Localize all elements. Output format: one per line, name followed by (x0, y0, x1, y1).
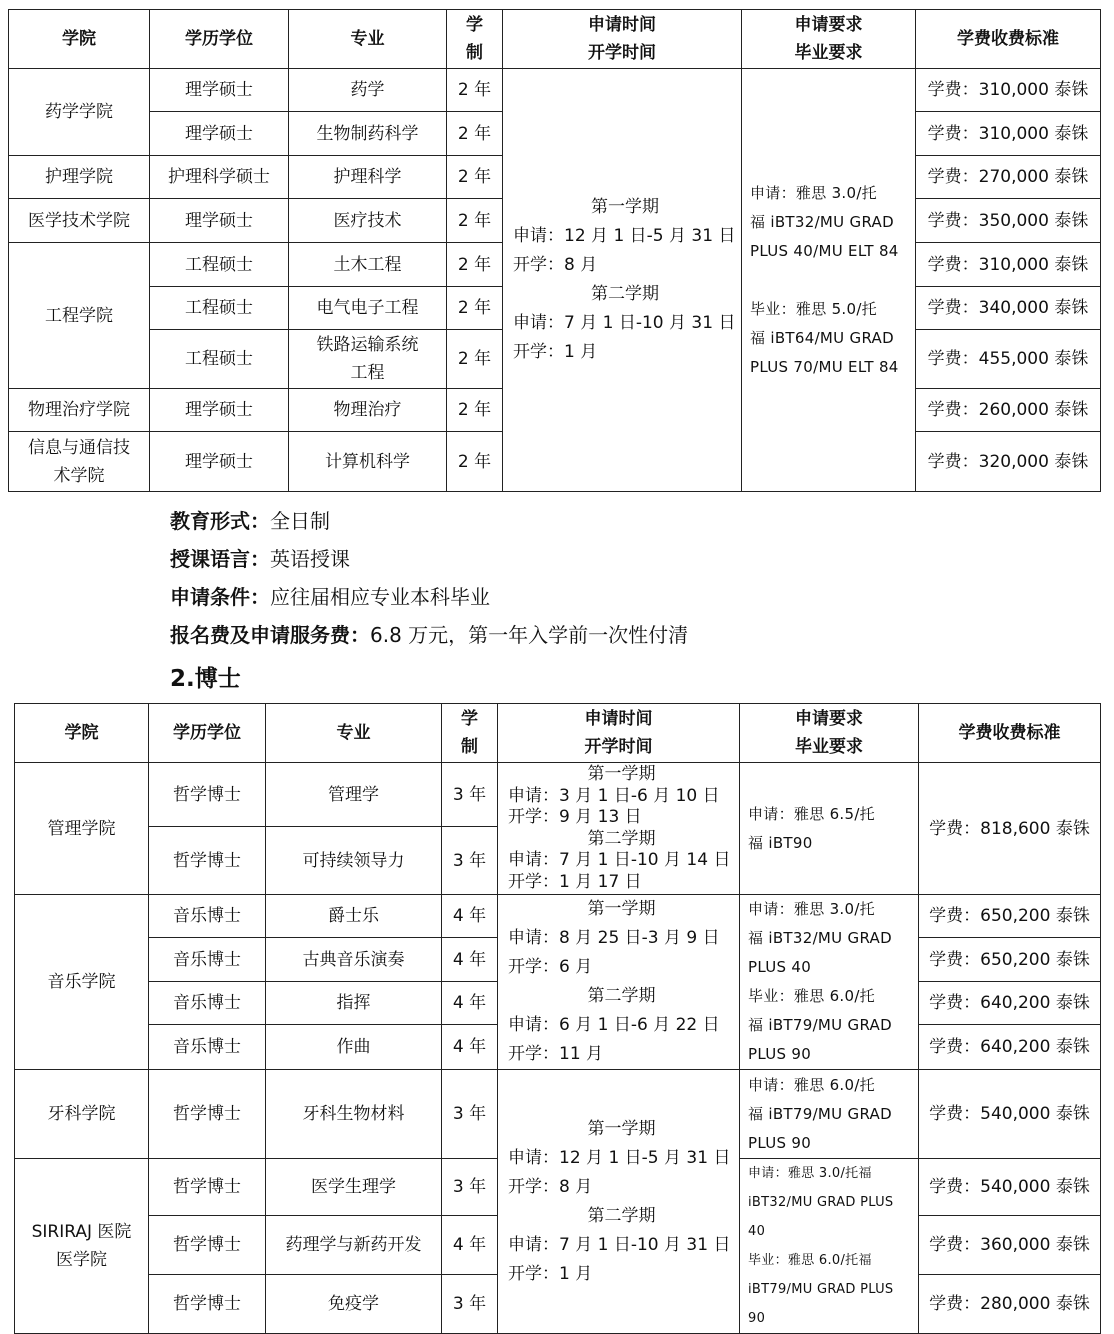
requirements-cell: 申请：雅思 3.0/托 福 iBT32/MU GRAD PLUS 40 毕业：雅思 6.0/托 福 iBT79/MU GRAD PLUS 90 (740, 895, 919, 1070)
college-cell: 音乐学院 (15, 895, 149, 1070)
major-cell: 医疗技术 (289, 199, 447, 243)
degree-cell: 音乐博士 (149, 938, 266, 982)
fee-cell: 学费：650,200 泰铢 (919, 938, 1101, 982)
college-cell: 管理学院 (15, 763, 149, 895)
requirements-cell: 申请：雅思 3.0/托 福 iBT32/MU GRAD PLUS 40/MU ELT 84 毕业：雅思 5.0/托 福 iBT64/MU GRAD PLUS 70/MU ELT 84 (742, 69, 916, 492)
header-time: 申请时间 开学时间 (498, 704, 740, 763)
education-form-line: 教育形式：全日制 (170, 509, 330, 533)
header-college: 学院 (15, 704, 149, 763)
college-cell: 护理学院 (9, 156, 150, 199)
major-cell: 护理科学 (289, 156, 447, 199)
major-cell: 古典音乐演奏 (266, 938, 442, 982)
years-cell: 4 年 (442, 895, 498, 938)
header-degree: 学历学位 (149, 704, 266, 763)
table-row (15, 1070, 1101, 1159)
college-cell: 药学学院 (9, 69, 150, 156)
phd-header-row (15, 704, 1101, 763)
major-cell: 药学 (289, 69, 447, 112)
years-cell: 2 年 (447, 156, 503, 199)
fee-cell: 学费：360,000 泰铢 (919, 1216, 1101, 1275)
college-cell: 信息与通信技 术学院 (9, 432, 150, 492)
fee-cell: 学费：640,200 泰铢 (919, 1025, 1101, 1070)
header-fee: 学费收费标准 (916, 10, 1101, 69)
application-condition-line: 申请条件：应往届相应专业本科毕业 (170, 585, 490, 609)
major-cell: 物理治疗 (289, 389, 447, 432)
schedule-cell: 第一学期 申请：3 月 1 日-6 月 10 日 开学：9 月 13 日 第二学期 申请：7 月 1 日-10 月 14 日 开学：1 月 17 日 (498, 763, 740, 895)
requirements-cell: 申请：雅思 6.0/托 福 iBT79/MU GRAD PLUS 90 (740, 1070, 919, 1159)
degree-cell: 护理科学硕士 (150, 156, 289, 199)
application-fee-line: 报名费及申请服务费：6.8 万元，第一年入学前一次性付清 (170, 623, 689, 647)
fee-cell: 学费：310,000 泰铢 (916, 69, 1101, 112)
fee-cell: 学费：455,000 泰铢 (916, 330, 1101, 389)
header-years: 学 制 (442, 704, 498, 763)
college-cell: 物理治疗学院 (9, 389, 150, 432)
degree-cell: 理学硕士 (150, 69, 289, 112)
major-cell: 药理学与新药开发 (266, 1216, 442, 1275)
header-major: 专业 (266, 704, 442, 763)
degree-cell: 音乐博士 (149, 982, 266, 1025)
fee-cell: 学费：260,000 泰铢 (916, 389, 1101, 432)
header-requirements: 申请要求 毕业要求 (742, 10, 916, 69)
teaching-language-line: 授课语言：英语授课 (170, 547, 350, 571)
schedule-cell: 第一学期 申请：12 月 1 日-5 月 31 日 开学：8 月 第二学期 申请：7 月 1 日-10 月 31 日 开学：1 月 (503, 69, 742, 492)
years-cell: 4 年 (442, 1025, 498, 1070)
degree-cell: 哲学博士 (149, 1216, 266, 1275)
header-time: 申请时间 开学时间 (503, 10, 742, 69)
major-cell: 铁路运输系统 工程 (289, 330, 447, 389)
masters-table (8, 9, 1101, 492)
major-cell: 管理学 (266, 763, 442, 827)
major-cell: 可持续领导力 (266, 827, 442, 895)
fee-cell: 学费：540,000 泰铢 (919, 1159, 1101, 1216)
header-major: 专业 (289, 10, 447, 69)
masters-header-row (9, 10, 1101, 69)
table-row (9, 69, 1101, 112)
years-cell: 3 年 (442, 827, 498, 895)
degree-cell: 音乐博士 (149, 895, 266, 938)
major-cell: 作曲 (266, 1025, 442, 1070)
header-requirements: 申请要求 毕业要求 (740, 704, 919, 763)
table-row (15, 895, 1101, 938)
degree-cell: 哲学博士 (149, 763, 266, 827)
degree-cell: 哲学博士 (149, 1275, 266, 1334)
major-cell: 土木工程 (289, 243, 447, 287)
years-cell: 3 年 (442, 763, 498, 827)
major-cell: 免疫学 (266, 1275, 442, 1334)
years-cell: 2 年 (447, 243, 503, 287)
years-cell: 2 年 (447, 69, 503, 112)
years-cell: 2 年 (447, 112, 503, 156)
fee-cell: 学费：310,000 泰铢 (916, 112, 1101, 156)
major-cell: 爵士乐 (266, 895, 442, 938)
fee-cell: 学费：340,000 泰铢 (916, 287, 1101, 330)
requirements-cell: 申请：雅思 6.5/托 福 iBT90 (740, 763, 919, 895)
fee-cell: 学费：540,000 泰铢 (919, 1070, 1101, 1159)
years-cell: 2 年 (447, 432, 503, 492)
fee-cell: 学费：818,600 泰铢 (919, 763, 1101, 895)
college-cell: 医学技术学院 (9, 199, 150, 243)
years-cell: 4 年 (442, 1216, 498, 1275)
years-cell: 2 年 (447, 287, 503, 330)
table-row (15, 763, 1101, 827)
degree-cell: 理学硕士 (150, 199, 289, 243)
major-cell: 计算机科学 (289, 432, 447, 492)
schedule-cell: 第一学期 申请：8 月 25 日-3 月 9 日 开学：6 月 第二学期 申请：6 月 1 日-6 月 22 日 开学：11 月 (498, 895, 740, 1070)
years-cell: 2 年 (447, 389, 503, 432)
fee-cell: 学费：650,200 泰铢 (919, 895, 1101, 938)
phd-section-title: 2.博士 (170, 666, 241, 692)
years-cell: 2 年 (447, 199, 503, 243)
degree-cell: 理学硕士 (150, 432, 289, 492)
years-cell: 4 年 (442, 938, 498, 982)
college-cell: 牙科学院 (15, 1070, 149, 1159)
requirements-cell: 申请：雅思 3.0/托福 iBT32/MU GRAD PLUS 40 毕业：雅思 6.0/托福 iBT79/MU GRAD PLUS 90 (740, 1159, 919, 1334)
college-cell: SIRIRAJ 医院 医学院 (15, 1159, 149, 1334)
fee-cell: 学费：320,000 泰铢 (916, 432, 1101, 492)
years-cell: 2 年 (447, 330, 503, 389)
fee-cell: 学费：310,000 泰铢 (916, 243, 1101, 287)
fee-cell: 学费：640,200 泰铢 (919, 982, 1101, 1025)
college-cell: 工程学院 (9, 243, 150, 389)
degree-cell: 理学硕士 (150, 112, 289, 156)
years-cell: 3 年 (442, 1159, 498, 1216)
degree-cell: 哲学博士 (149, 1070, 266, 1159)
fee-cell: 学费：350,000 泰铢 (916, 199, 1101, 243)
schedule-cell: 第一学期 申请：12 月 1 日-5 月 31 日 开学：8 月 第二学期 申请：7 月 1 日-10 月 31 日 开学：1 月 (498, 1070, 740, 1334)
header-fee: 学费收费标准 (919, 704, 1101, 763)
degree-cell: 音乐博士 (149, 1025, 266, 1070)
major-cell: 指挥 (266, 982, 442, 1025)
degree-cell: 工程硕士 (150, 287, 289, 330)
fee-cell: 学费：270,000 泰铢 (916, 156, 1101, 199)
header-years: 学 制 (447, 10, 503, 69)
degree-cell: 工程硕士 (150, 243, 289, 287)
degree-cell: 理学硕士 (150, 389, 289, 432)
major-cell: 牙科生物材料 (266, 1070, 442, 1159)
degree-cell: 哲学博士 (149, 827, 266, 895)
degree-cell: 哲学博士 (149, 1159, 266, 1216)
years-cell: 4 年 (442, 982, 498, 1025)
degree-cell: 工程硕士 (150, 330, 289, 389)
years-cell: 3 年 (442, 1275, 498, 1334)
phd-table (14, 703, 1101, 1334)
years-cell: 3 年 (442, 1070, 498, 1159)
major-cell: 生物制药科学 (289, 112, 447, 156)
major-cell: 电气电子工程 (289, 287, 447, 330)
header-college: 学院 (9, 10, 150, 69)
fee-cell: 学费：280,000 泰铢 (919, 1275, 1101, 1334)
major-cell: 医学生理学 (266, 1159, 442, 1216)
header-degree: 学历学位 (150, 10, 289, 69)
